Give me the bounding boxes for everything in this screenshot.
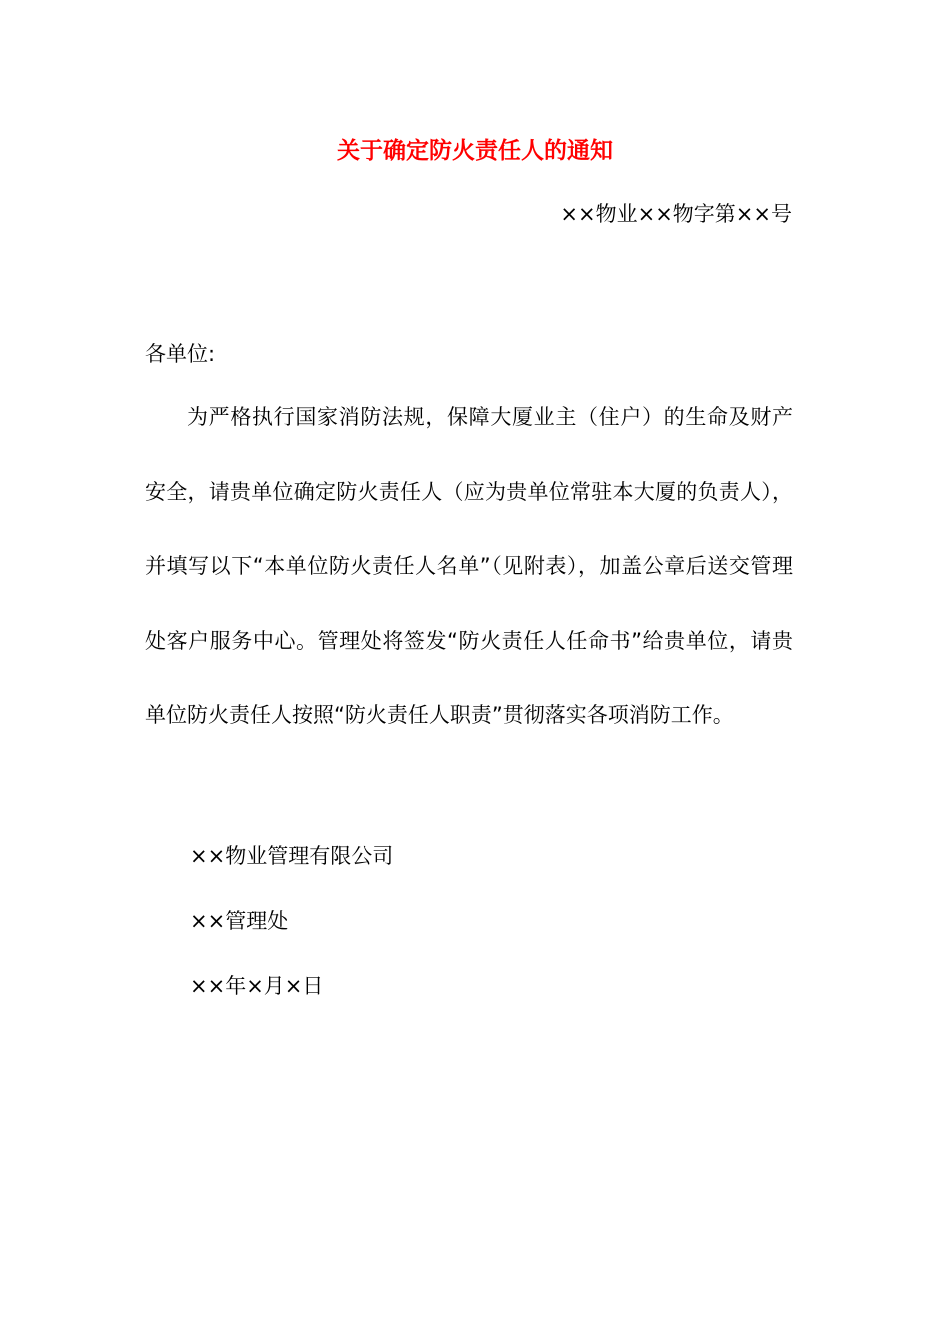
signature-office: ××管理处 (190, 909, 289, 933)
salutation: 各单位: (145, 342, 216, 366)
signature-date: ××年×月×日 (190, 974, 324, 998)
document-number: ××物业××物字第××号 (560, 202, 792, 226)
signature-company: ××物业管理有限公司 (190, 844, 394, 868)
document-title: 关于确定防火责任人的通知 (337, 138, 613, 164)
body-paragraph: 为严格执行国家消防法规，保障大厦业主（住户）的生命及财产安全，请贵单位确定防火责任人（应为贵单位常驻本大厦的负责人），并填写以下“本单位防火责任人名单”（见附表），加盖公章后送交管理处客户服务中心。管理处将签发“防火责任人任命书”给贵单位，请贵单位防火责任人按照“防火责任人职责”贯彻落实各项消防工作。 (145, 405, 793, 727)
